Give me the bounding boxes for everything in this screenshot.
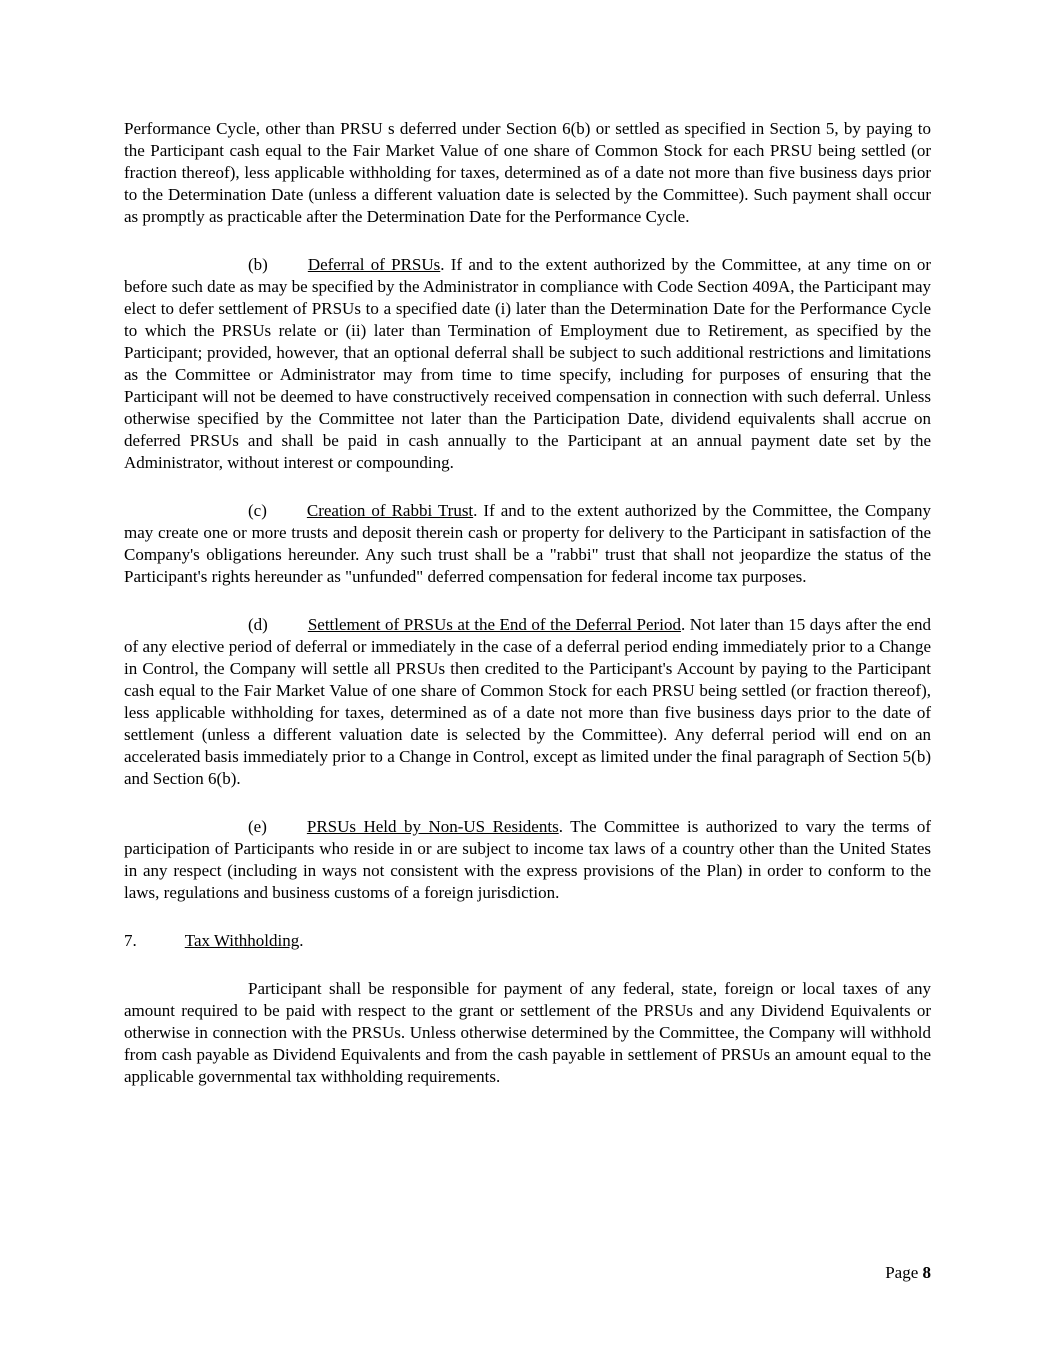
- footer-page-number: 8: [922, 1263, 931, 1282]
- section-7-heading: [124, 930, 931, 952]
- subsection-c: [124, 500, 931, 588]
- subsection-heading: Settlement of PRSUs at the End of the Deferral Period: [307, 615, 681, 634]
- subsection-heading: Deferral of PRSUs: [307, 255, 441, 274]
- subsection-label: (d): [248, 615, 268, 634]
- subsection-text: . Not later than 15 days after the end of any elective period of deferral or immediately in the case of a deferral period ending immediately prior to a Change in Control, the Company will settle all PRSUs then credited to the Participant's Account by paying to the Participant cash equal to the Fair Market Value of one share of Common Stock for each PRSU being settled (or fraction thereof), less applicable withholding for taxes, determined as of a date not more than five business days prior to the date of settlement (unless a different valuation date is selected by the Committee). Any deferral period will end on an accelerated basis immediately prior to a Change in Control, except as limited under the final paragraph of Section 5(b) and Section 6(b).: [124, 615, 932, 788]
- subsection-label: (b): [248, 255, 268, 274]
- subsection-text: . If and to the extent authorized by the Committee, the Company may create one or more trusts and deposit therein cash or property for delivery to the Participant in satisfaction of the Company's obligations hereunder. Any such trust shall be a "rabbi" trust that shall not jeopardize the status of the Participant's rights hereunder as "unfunded" deferred compensation for federal income tax purposes.: [124, 501, 931, 586]
- section-heading-text: Tax Withholding: [184, 931, 300, 950]
- paragraph-text: Performance Cycle, other than PRSU s deferred under Section 6(b) or settled as specified in Section 5, by paying to the Participant cash equal to the Fair Market Value of one share of Common Stock for each PRSU being settled (or fraction thereof), less applicable withholding for taxes, determined as of a date not more than five business days prior to the Determination Date (unless a different valuation date is selected by the Committee). Such payment shall occur as promptly as practicable after the Determination Date for the Performance Cycle.: [124, 119, 931, 226]
- section-number: 7.: [124, 931, 137, 950]
- section-heading-period: .: [299, 931, 304, 950]
- subsection-label: (e): [248, 817, 267, 836]
- subsection-e: [124, 816, 931, 904]
- subsection-text: . The Committee is authorized to vary the terms of participation of Participants who reside in or are subject to income tax laws of a country other than the United States in any respect (including in ways not consistent with the express provisions of the Plan) in order to conform to the laws, regulations and business customs of a foreign jurisdiction.: [124, 817, 931, 902]
- footer-page-label: Page: [885, 1263, 919, 1282]
- subsection-label: (c): [248, 501, 267, 520]
- subsection-text: . If and to the extent authorized by the Committee, at any time on or before such date as may be specified by the Administrator in compliance with Code Section 409A, the Participant may elect to defer settlement of PRSUs to a specified date (i) later than the Determination Date for the Performance Cycle to which the PRSUs relate or (ii) later than Termination of Employment due to Retirement, as specified by the Participant; provided, however, that an optional deferral shall be subject to such additional restrictions and limitations as the Committee or Administrator may from time to time specify, including for purposes of ensuring that the Participant will not be deemed to have constructively received compensation in connection with such deferral. Unless otherwise specified by the Committee not later than the Participation Date, dividend equivalents shall accrue on deferred PRSUs and shall be paid in cash annually to the Participant at an annual payment date set by the Administrator, without interest or compounding.: [124, 255, 931, 472]
- subsection-heading: Creation of Rabbi Trust: [306, 501, 474, 520]
- paragraph-text: Participant shall be responsible for payment of any federal, state, foreign or local taxes of any amount required to be paid with respect to the grant or settlement of the PRSUs and any Dividend Equivalents or otherwise in connection with the PRSUs. Unless otherwise determined by the Committee, the Company will withhold from cash payable as Dividend Equivalents and from the cash payable in settlement of PRSUs an amount equal to the applicable governmental tax withholding requirements.: [124, 979, 931, 1086]
- page-footer: [885, 1262, 931, 1284]
- subsection-d: [124, 614, 931, 790]
- subsection-b: [124, 254, 931, 474]
- section-7-paragraph: [124, 978, 931, 1088]
- subsection-heading: PRSUs Held by Non-US Residents: [306, 817, 559, 836]
- paragraph-continuation: [124, 118, 931, 228]
